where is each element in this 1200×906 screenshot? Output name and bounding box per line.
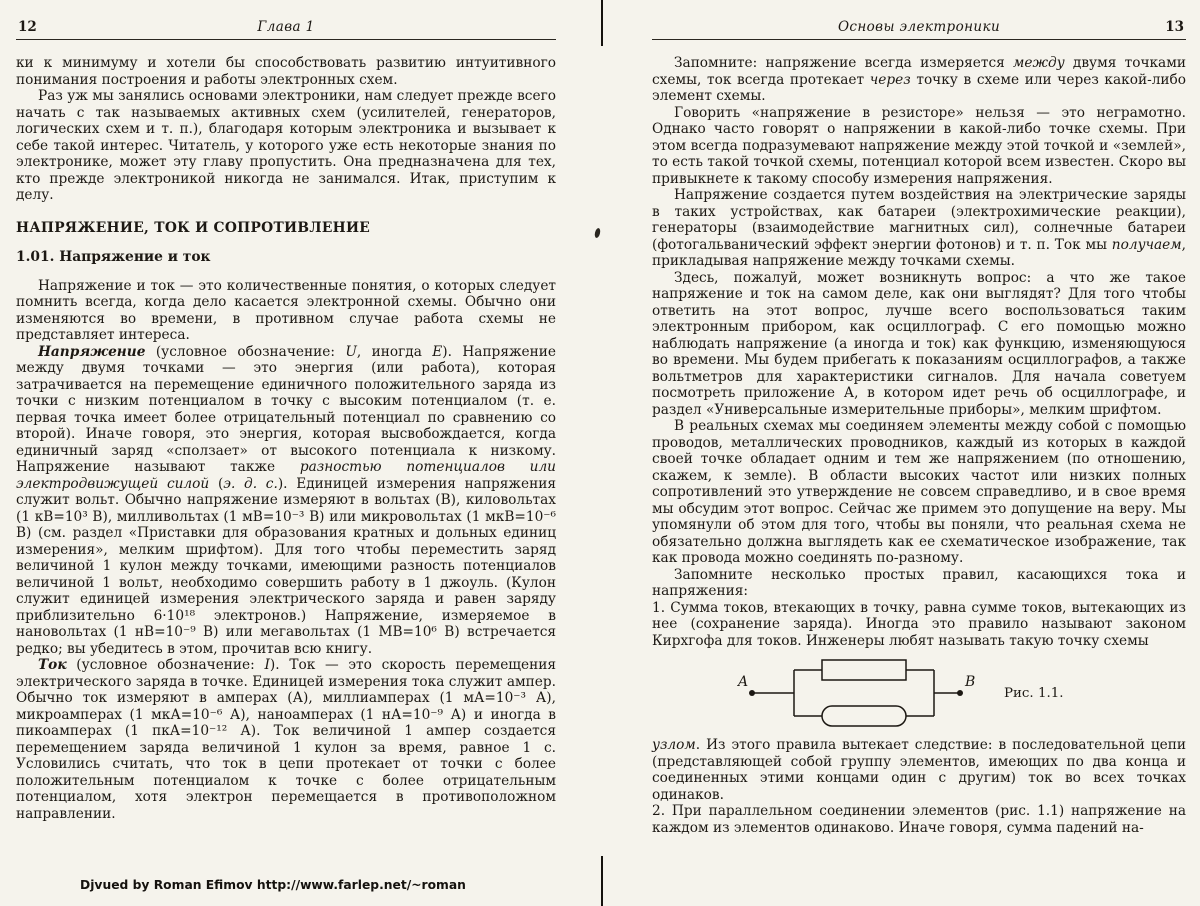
paragraph: Здесь, пожалуй, может возникнуть вопрос: а что же такое напряжение и ток на самом деле, как они выглядят? Для того чтобы ответить на этот вопрос, лучше всего воспользоваться таким электронным прибором, как осциллограф. С его помощью можно наблюдать напряжение (а иногда и ток) как функцию, изменяющуюся во времени. Мы будем прибегать к показаниям осциллографов, а также вольтметров для характеристики сигналов. Для начала советуем посмотреть приложение А, в котором идет речь об осциллографе, и раздел «Универсальные измерительные приборы», мелким шрифтом. [652,269,1186,418]
figure-caption: Рис. 1.1. [1004,685,1064,701]
subsection-heading: 1.01. Напряжение и ток [16,248,211,265]
paragraph: Напряжение создается путем воздействия на электрические заряды в таких устройствах, как батареи (электрохимические реакции), генераторы (взаимодействие магнитных сил), солнечные батареи (фотогальванический эффект энергии фотонов) и т. п. Ток мы получаем, прикладывая напряжение между точками схемы. [652,187,1186,269]
paragraph: узлом. Из этого правила вытекает следствие: в последовательной цепи (представляющей собой группу элементов, имеющих по два конца и соединенных этими концами один с другим) ток во всех точках одинаков. [652,737,1186,803]
figure-1-1 [736,655,1186,731]
left-intro-paragraphs [16,55,556,204]
page-number: 13 [1165,19,1184,35]
paragraph: ки к минимуму и хотели бы способствовать развитию интуитивного понимания построения и работы электронных схем. [16,55,556,88]
page-fold-line-bottom [601,856,603,906]
parallel-circuit-figure [736,655,974,731]
section-heading: НАПРЯЖЕНИЕ, ТОК И СОПРОТИВЛЕНИЕ [16,219,371,236]
paragraph: Напряжение (условное обозначение: U, иногда E). Напряжение между двумя точками — это энергия (или работа), которая затрачивается на перемещение единичного положительного заряда из точки с низким потенциалом в точку с высоким потенциалом (т. е. первая точка имеет более отрицательный потенциал по сравнению со второй). Иначе говоря, это энергия, которая высвобождается, когда единичный заряд «сползает» от высокого потенциала к низкому. Напряжение называют также разностью потенциалов или электродвижущей силой (э. д. с.). Единицей измерения напряжения служит вольт. Обычно напряжение измеряют в вольтах (В), киловольтах (1 кВ=10³ В), милливольтах (1 мВ=10⁻³ В) или микровольтах (1 мкВ=10⁻⁶ В) (см. раздел «Приставки для образования кратных и дольных единиц измерения», мелким шрифтом). Для того чтобы переместить заряд величиной 1 кулон между точками, имеющими разность потенциалов величиной 1 вольт, необходимо совершить работу в 1 джоуль. (Кулон служит единицей измерения электрического заряда и равен заряду приблизительно 6·10¹⁸ электронов.) Напряжение, измеряемое в нановольтах (1 нВ=10⁻⁹ В) или мегавольтах (1 МВ=10⁶ В) встречается редко; вы убедитесь в этом, прочитав всю книгу. [16,343,556,657]
paragraph: 2. При параллельном соединении элементов (рис. 1.1) напряжение на каждом из элементов одинаково. Иначе говоря, сумма падений на- [652,803,1186,836]
terminal-a-dot [749,690,755,696]
left-page [16,16,556,898]
running-title: Основы электроники [837,19,1001,35]
paragraph: Запомните несколько простых правил, касающихся тока и напряжения: [652,566,1186,599]
ink-mark [594,228,601,239]
page-fold-line-top [601,0,603,46]
paragraph: Запомните: напряжение всегда измеряется между двумя точками схемы, ток всегда протекает через точку в схеме или через какой-либо элемент схемы. [652,55,1186,104]
paragraph: В реальных схемах мы соединяем элементы между собой с помощью проводов, металлических проводников, каждый из которых в каждой своей точке обладает одним и тем же напряжением (по отношению, скажем, к земле). В области высоких частот или низких полных сопротивлений это утверждение не совсем справедливо, и в свое время мы обсудим этот вопрос. Сейчас же примем это допущение на веру. Мы упомянули об этом для того, чтобы вы поняли, что реальная схема не обязательно должна выглядеть как ее схематическое изображение, так как провода можно соединять по-разному. [652,418,1186,566]
right-page [652,16,1186,898]
paragraph: Говорить «напряжение в резисторе» нельзя — это неграмотно. Однако часто говорят о напряжении в какой-либо точке схемы. При этом всегда подразумевают напряжение между этой точкой и «землей», то есть такой точкой схемы, потенциал которой всем известен. Скоро вы привыкнете к такому способу измерения напряжения. [652,104,1186,187]
terminal-b-dot [957,690,963,696]
terminal-a-label: A [738,674,749,690]
paragraph: Ток (условное обозначение: I). Ток — это скорость перемещения электрического заряда в точке. Единицей измерения тока служит ампер. Обычно ток измеряют в амперах (А), миллиамперах (1 мА=10⁻³ А), микроамперах (1 мкА=10⁻⁶ А), наноамперах (1 нА=10⁻⁹ А) и иногда в пикоамперах (1 пкА=10⁻¹² А). Ток величиной 1 ампер создается перемещением заряда величиной 1 кулон за время, равное 1 с. Условились считать, что ток в цепи протекает от точки с более положительным потенциалом к точке с более отрицательным потенциалом, хотя электрон перемещается в противоположном направлении. [16,657,557,822]
running-title: Глава 1 [257,19,315,35]
left-body-paragraphs [16,278,556,823]
right-top-paragraphs [652,55,1186,649]
paragraph: 1. Сумма токов, втекающих в точку, равна сумме токов, вытекающих из нее (сохранение заряда). Иногда это правило называют законом Кирхгофа для токов. Инженеры любят называть такую точку схемы [652,599,1186,649]
scan-credit: Djvued by Roman Efimov http://www.farlep.net/~roman [80,878,466,892]
page-number: 12 [18,19,37,35]
right-bottom-paragraphs [652,737,1186,836]
paragraph: Напряжение и ток — это количественные понятия, о которых следует помнить всегда, когда дело касается электронной схемы. Обычно они изменяются во времени, в противном случае работа схемы не представляет интереса. [16,277,556,343]
terminal-b-label: B [965,674,976,690]
left-page-header [16,16,556,40]
right-page-header [652,16,1186,40]
paragraph: Раз уж мы занялись основами электроники, нам следует прежде всего начать с так называемых активных схем (усилителей, генераторов, логических схем и т. п.), благодаря которым электроника и вызывает к себе такой интерес. Читатель, у которого уже есть некоторые знания по электронике, может эту главу пропустить. Она предназначена для тех, кто прежде электроникой никогда не занимался. Итак, приступим к делу. [16,88,556,203]
